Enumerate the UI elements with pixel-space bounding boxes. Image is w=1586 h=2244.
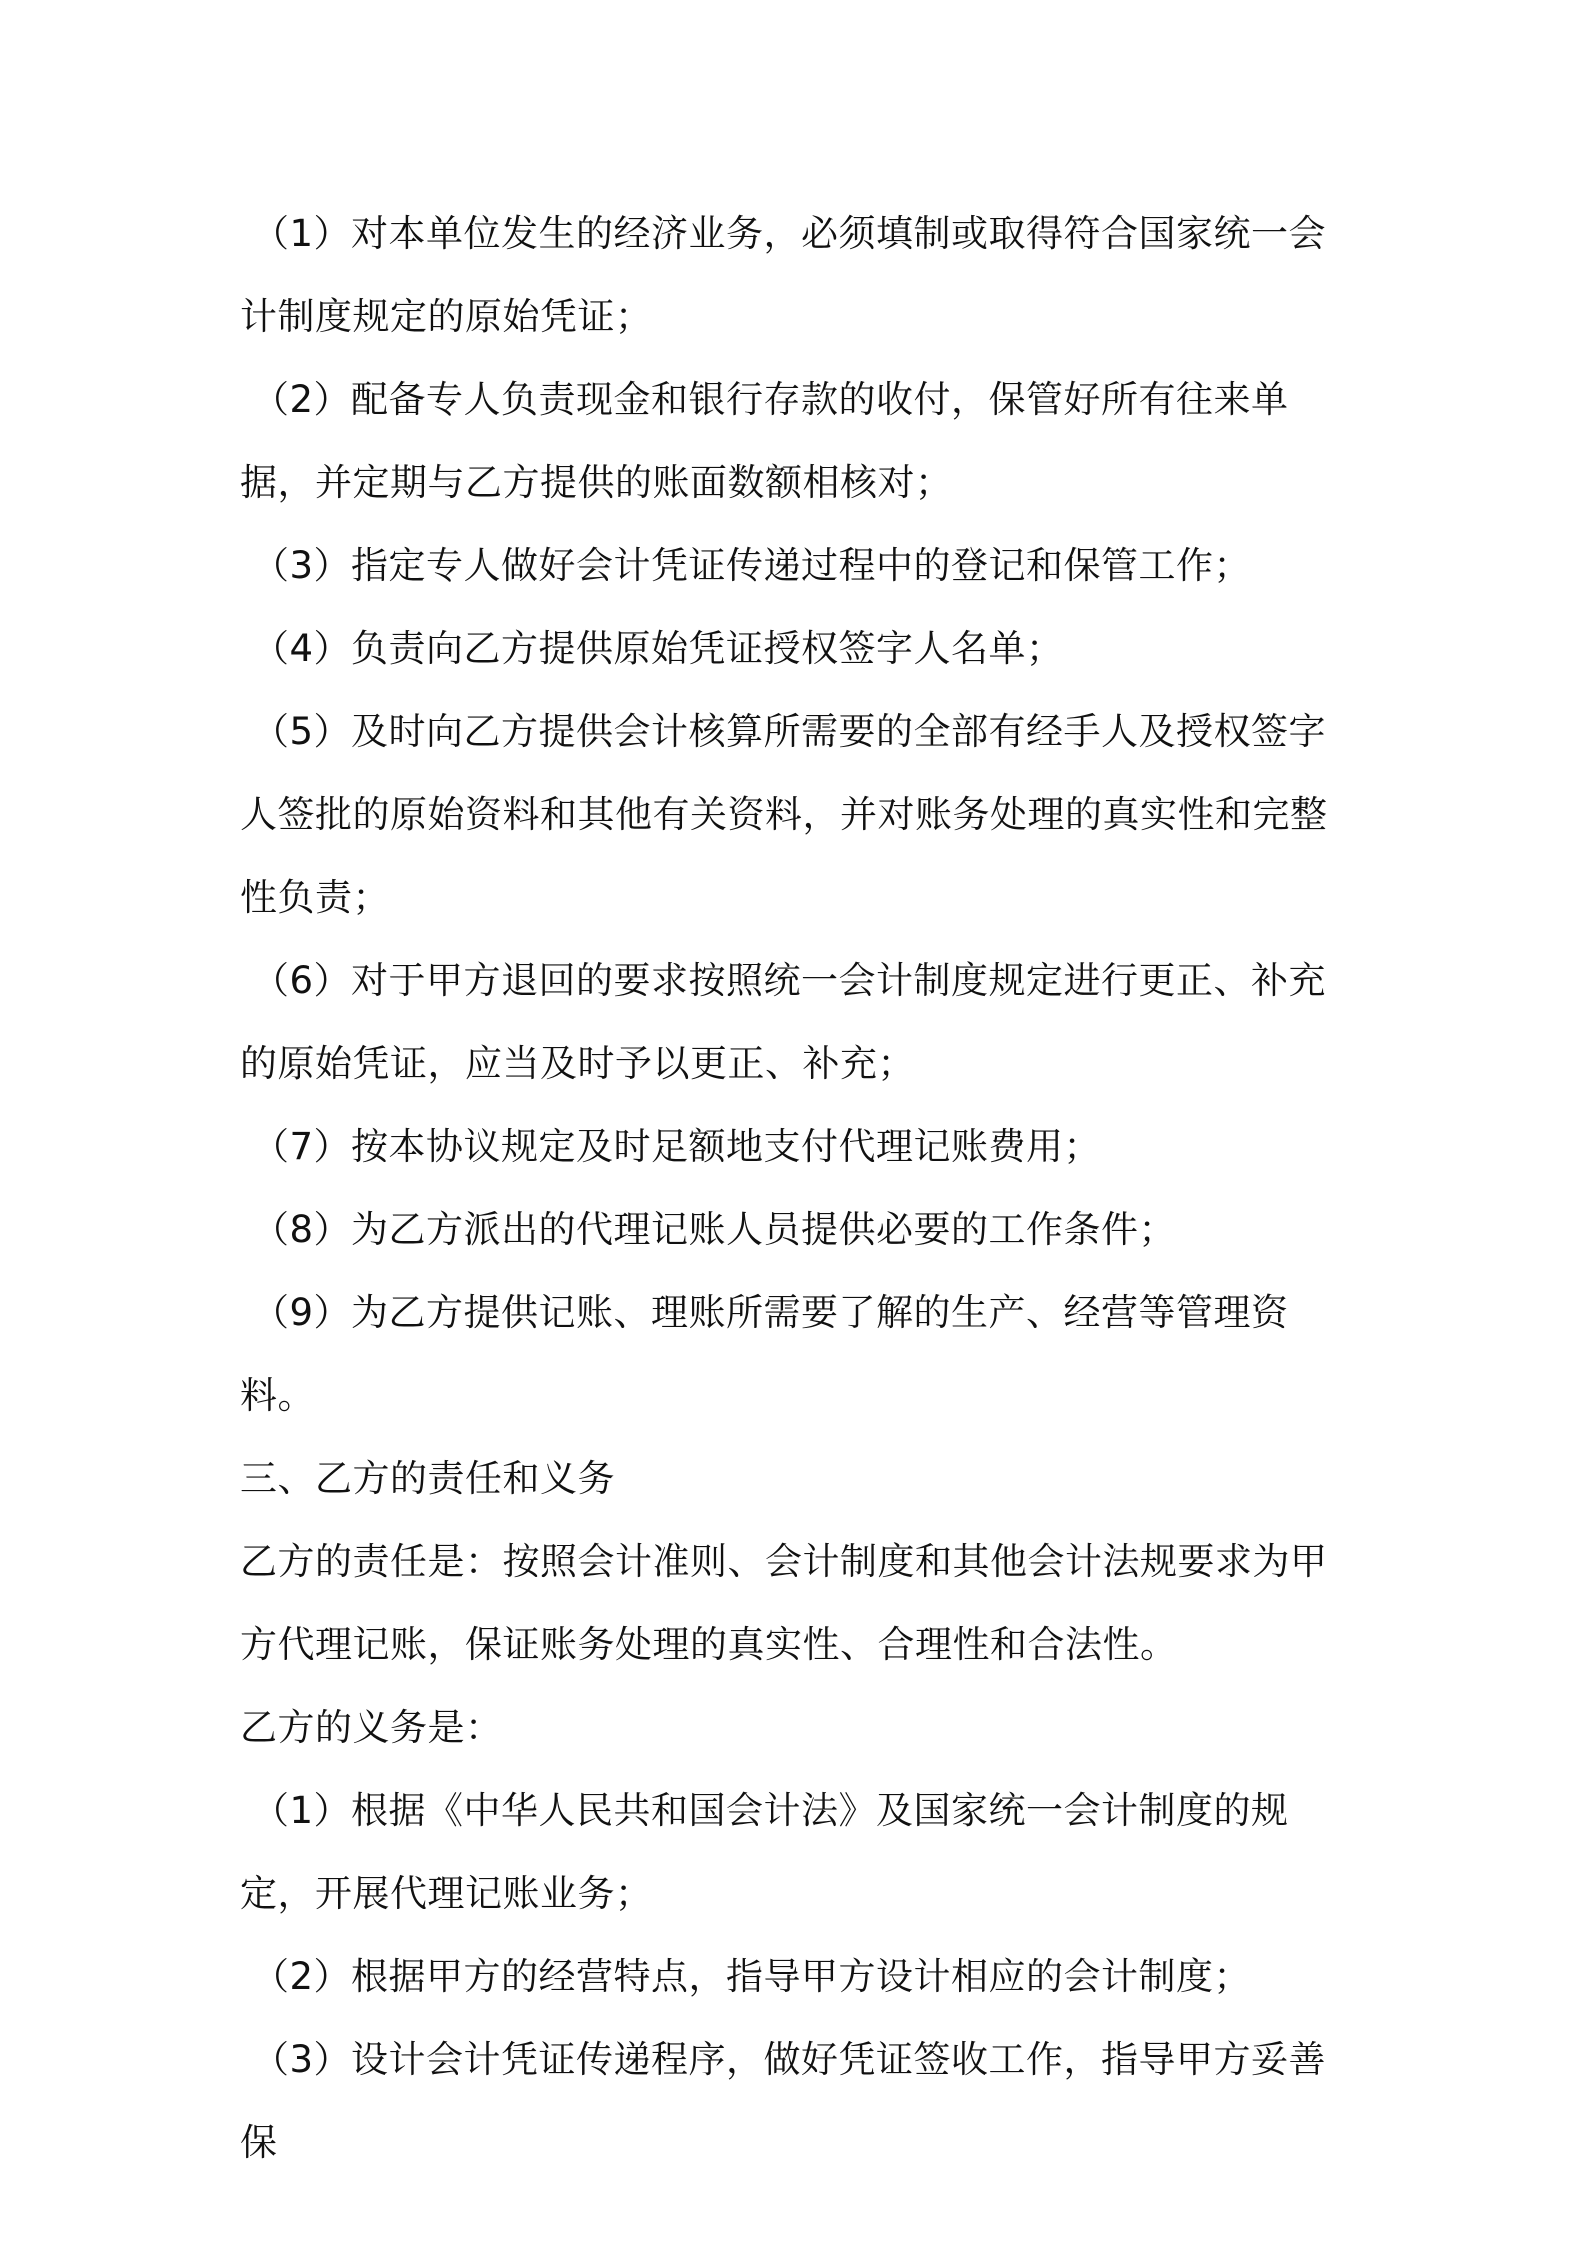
paragraph-obligation-8: （8）为乙方派出的代理记账人员提供必要的工作条件； [252,1208,1177,1251]
paragraph-party-b-duty-1: （1）根据《中华人民共和国会计法》及国家统一会计制度的规定，开展代理记账业务； [240,1789,1289,1915]
paragraph-obligation-6: （6）对于甲方退回的要求按照统一会计制度规定进行更正、补充的原始凭证，应当及时予以更正、补充； [240,959,1327,1085]
paragraph-obligation-5: （5）及时向乙方提供会计核算所需要的全部有经手人及授权签字人签批的原始资料和其他有关资料，并对账务处理的真实性和完整性负责； [240,710,1328,919]
document-body [240,192,1360,2184]
paragraph-party-b-duty-3: （3）设计会计凭证传递程序，做好凭证签收工作，指导甲方妥善保 [240,2038,1327,2164]
paragraph-party-b-responsibility: 乙方的责任是：按照会计准则、会计制度和其他会计法规要求为甲方代理记账，保证账务处理的真实性、合理性和合法性。 [240,1540,1328,1666]
paragraph-party-b-duties-intro: 乙方的义务是： [240,1706,503,1749]
section-heading-party-b: 三、乙方的责任和义务 [240,1457,615,1500]
paragraph-obligation-2: （2）配备专人负责现金和银行存款的收付，保管好所有往来单据，并定期与乙方提供的账面数额相核对； [240,378,1289,504]
paragraph-party-b-duty-2: （2）根据甲方的经营特点，指导甲方设计相应的会计制度； [252,1955,1252,1998]
paragraph-obligation-4: （4）负责向乙方提供原始凭证授权签字人名单； [252,627,1064,670]
paragraph-obligation-7: （7）按本协议规定及时足额地支付代理记账费用； [252,1125,1102,1168]
paragraph-obligation-3: （3）指定专人做好会计凭证传递过程中的登记和保管工作； [252,544,1252,587]
paragraph-obligation-1: （1）对本单位发生的经济业务，必须填制或取得符合国家统一会计制度规定的原始凭证； [240,212,1327,338]
paragraph-obligation-9: （9）为乙方提供记账、理账所需要了解的生产、经营等管理资料。 [240,1291,1289,1417]
